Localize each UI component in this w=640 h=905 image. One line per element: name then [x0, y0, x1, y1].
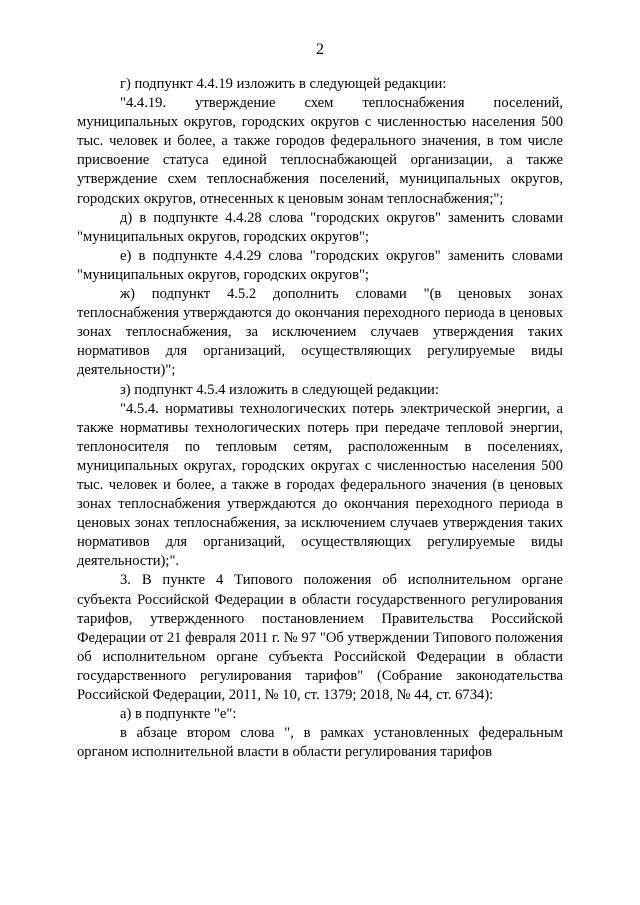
- document-body: [77, 75, 563, 762]
- paragraph-point-3: 3. В пункте 4 Типового положения об исполнительном органе субъекта Российской Федерации в области государственного регулирования тарифов, утвержденного постановлением Правительства Российской Федерации от 21 февраля 2011 г. № 97 "Об утверждении Типового положения об исполнительном органе субъекта Российской Федерации в области государственного регулирования тарифов" (Собрание законодательства Российской Федерации, 2011, № 10, ст. 1379; 2018, № 44, ст. 6734):: [77, 572, 563, 703]
- paragraph-item-d: д) в подпункте 4.4.28 слова "городских округов" заменить словами "муниципальных округов, городских округов";: [77, 209, 563, 245]
- paragraph-item-4-4-19-text: "4.4.19. утверждение схем теплоснабжения поселений, муниципальных округов, городских округов с численностью населения 500 тыс. человек и более, а также городов федерального значения, в том числе присвоение статуса единой теплоснабжающей организации, а также утверждение схем теплоснабжения поселений, муниципальных округов, городских округов, отнесенных к ценовым зонам теплоснабжения;";: [77, 95, 563, 207]
- paragraph-item-z: з) подпункт 4.5.4 изложить в следующей редакции:: [120, 381, 439, 398]
- paragraph-item-4-5-4-text: "4.5.4. нормативы технологических потерь электрической энергии, а также нормативы технологических потерь при передаче тепловой энергии, теплоносителя по тепловым сетям, расположенным в поселениях, муниципальных округах, городских округах с численностью населения 500 тыс. человек и более, а также в городах федерального значения (в ценовых зонах теплоснабжения утверждаются до окончания переходного периода в ценовых зонах теплоснабжения, за исключением случаев утверждения таких нормативов для организаций, осуществляющих регулируемые виды деятельности);".: [77, 400, 563, 570]
- paragraph-item-g: г) подпункт 4.4.19 изложить в следующей редакции:: [120, 76, 447, 92]
- page-number: 2: [316, 41, 324, 58]
- paragraph-abzac-vtoroy: в абзаце втором слова ", в рамках установленных федеральным органом исполнительной власти в области регулирования тарифов: [77, 725, 563, 761]
- paragraph-item-zh: ж) подпункт 4.5.2 дополнить словами "(в ценовых зонах теплоснабжения утверждаются до окончания переходного периода в ценовых зонах теплоснабжения, за исключением случаев утверждения таких нормативов для организаций, осуществляющих регулируемые виды деятельности)";: [77, 286, 563, 379]
- paragraph-item-a: а) в подпункте "е":: [120, 706, 237, 723]
- paragraph-item-e: е) в подпункте 4.4.29 слова "городских округов" заменить словами "муниципальных округов, городских округов";: [77, 247, 563, 283]
